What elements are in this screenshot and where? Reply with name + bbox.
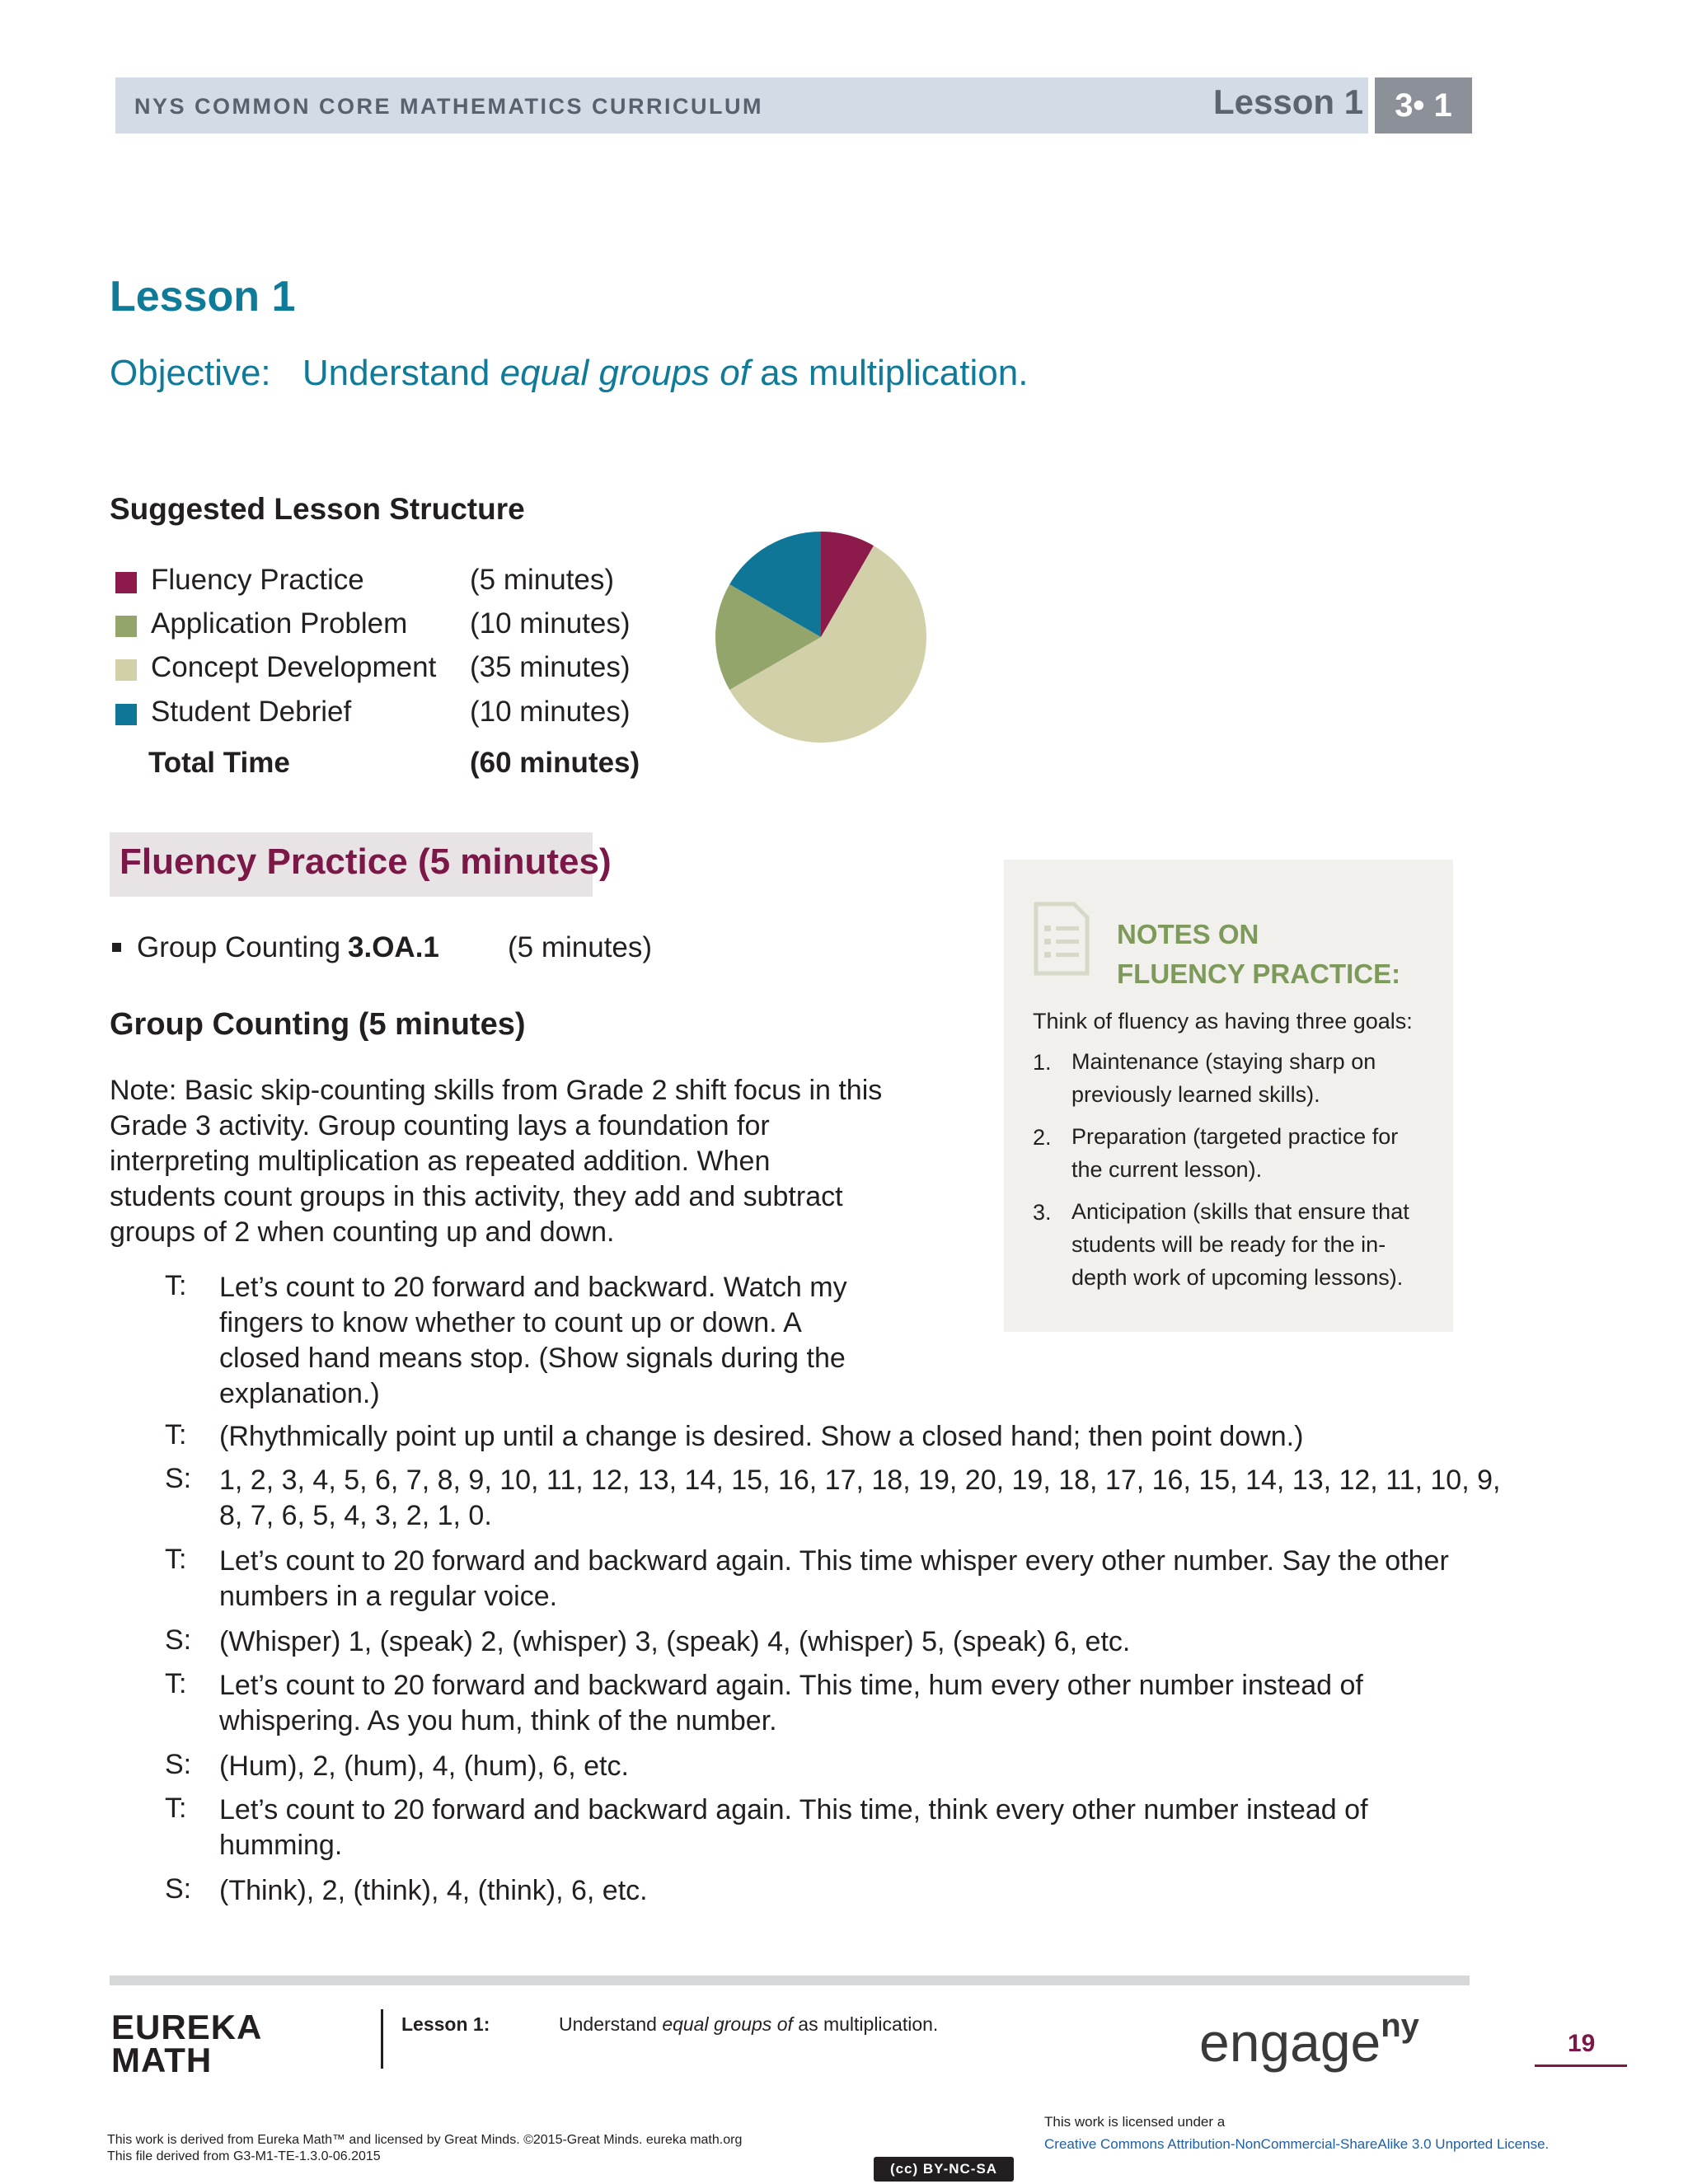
note-number: 1.	[1033, 1050, 1052, 1075]
note-line: Grade 3 activity. Group counting lays a foundation for	[110, 1110, 770, 1141]
dialogue-speaker: T:	[165, 1419, 187, 1451]
bullet-icon	[112, 943, 121, 952]
notes-title-line: FLUENCY PRACTICE:	[1117, 958, 1401, 989]
structure-label: Fluency Practice	[151, 564, 364, 596]
objective-text-after: as multiplication.	[760, 353, 1029, 393]
footer-objective-italic: equal groups of	[662, 2013, 793, 2035]
dialogue-line: (Think), 2, (think), 4, (think), 6, etc.	[219, 1875, 648, 1906]
bullet-label: Group Counting	[137, 931, 341, 963]
dialogue-line: Let’s count to 20 forward and backward again. This time whisper every other number. Say the other	[219, 1545, 1449, 1577]
note-item-line: Maintenance (staying sharp on	[1071, 1049, 1376, 1074]
engageny-logo	[1199, 2008, 1419, 2074]
bullet-time: (5 minutes)	[508, 931, 653, 963]
structure-label: Concept Development	[151, 651, 437, 683]
dialogue-speaker: T:	[165, 1270, 187, 1301]
footer-objective	[559, 2013, 938, 2036]
fluency-heading: Fluency Practice (5 minutes)	[120, 841, 612, 882]
dialogue-line: numbers in a regular voice.	[219, 1581, 558, 1612]
license-link[interactable]: Creative Commons Attribution-NonCommercial-ShareAlike 3.0 Unported License.	[1044, 2136, 1550, 2152]
structure-time: (35 minutes)	[470, 651, 631, 683]
note-number: 2.	[1033, 1125, 1052, 1150]
logo-line: MATH	[111, 2041, 213, 2079]
objective	[110, 353, 1028, 394]
dialogue-line: humming.	[219, 1830, 343, 1861]
document-icon	[1033, 901, 1090, 977]
eureka-math-logo	[111, 2008, 263, 2079]
dialogue-line: 8, 7, 6, 5, 4, 3, 2, 1, 0.	[219, 1500, 492, 1531]
dialogue-line: 1, 2, 3, 4, 5, 6, 7, 8, 9, 10, 11, 12, 13, 14, 15, 16, 17, 18, 19, 20, 19, 18, 17, 16, 15, 14, 13, 12, 11, 10, 9,	[219, 1465, 1501, 1496]
objective-text-before: Understand	[302, 353, 490, 393]
dialogue-line: whispering. As you hum, think of the number.	[219, 1705, 777, 1736]
footer-lesson-label: Lesson 1:	[401, 2013, 490, 2035]
dialogue-speaker: T:	[165, 1668, 187, 1699]
note-item-line: the current lesson).	[1071, 1157, 1263, 1182]
total-time-label: Total Time	[148, 747, 290, 779]
page-number-rule	[1535, 2064, 1627, 2067]
dialogue-text	[219, 1463, 1500, 1534]
note-item-line: previously learned skills).	[1071, 1082, 1320, 1107]
dialogue-line: closed hand means stop. (Show signals during the	[219, 1343, 846, 1374]
dialogue-line: (Rhythmically point up until a change is desired. Show a closed hand; then point down.)	[219, 1421, 1304, 1452]
note-item-line: Preparation (targeted practice for	[1071, 1124, 1399, 1149]
objective-label: Objective:	[110, 353, 271, 393]
dialogue-text	[219, 1873, 648, 1909]
engage-sup: ny	[1381, 2008, 1419, 2044]
structure-label: Application Problem	[151, 607, 408, 640]
structure-label: Student Debrief	[151, 696, 352, 728]
dialogue-line: explanation.)	[219, 1378, 380, 1409]
dialogue-text	[219, 1749, 629, 1784]
group-counting-heading: Group Counting (5 minutes)	[110, 1007, 526, 1042]
note-item-line: depth work of upcoming lessons).	[1071, 1265, 1404, 1290]
structure-heading: Suggested Lesson Structure	[110, 492, 525, 526]
logo-line: EUREKA	[111, 2008, 263, 2046]
structure-time: (5 minutes)	[470, 564, 615, 596]
lesson-title: Lesson 1	[110, 273, 296, 321]
footer-divider	[381, 2009, 383, 2069]
dialogue-speaker: S:	[165, 1873, 192, 1905]
note-line: students count groups in this activity, they add and subtract	[110, 1181, 843, 1212]
dialogue-line: Let’s count to 20 forward and backward. Watch my	[219, 1272, 847, 1303]
legend-swatch	[115, 659, 137, 681]
lesson-structure-pie-chart	[714, 530, 928, 744]
notes-intro: Think of fluency as having three goals:	[1033, 1009, 1413, 1033]
note-item	[1071, 1120, 1442, 1186]
note-line: groups of 2 when counting up and down.	[110, 1216, 615, 1248]
dialogue-speaker: T:	[165, 1544, 187, 1575]
dialogue-line: Let’s count to 20 forward and backward again. This time, think every other number instead of	[219, 1794, 1368, 1825]
note-item-line: Anticipation (skills that ensure that	[1071, 1199, 1409, 1224]
dialogue-text	[219, 1624, 1130, 1660]
engage-text: engage	[1199, 2012, 1381, 2073]
derived-file-text: This file derived from G3-M1-TE-1.3.0-06.2015	[107, 2149, 381, 2163]
dialogue-speaker: T:	[165, 1793, 187, 1824]
group-counting-note	[110, 1073, 917, 1250]
dialogue-line: (Hum), 2, (hum), 4, (hum), 6, etc.	[219, 1750, 629, 1782]
dialogue-speaker: S:	[165, 1463, 192, 1494]
note-line: Note: Basic skip-counting skills from Grade 2 shift focus in this	[110, 1075, 883, 1106]
creative-commons-badge: (cc) BY-NC-SA	[874, 2157, 1014, 2182]
dialogue-line: fingers to know whether to count up or down. A	[219, 1307, 802, 1338]
dialogue-text	[219, 1544, 1449, 1615]
page-number: 19	[1568, 2030, 1596, 2057]
footer-objective-after: as multiplication.	[798, 2013, 939, 2035]
structure-time: (10 minutes)	[470, 696, 631, 728]
notes-title-line: NOTES ON	[1117, 919, 1259, 949]
legend-swatch	[115, 704, 137, 725]
dialogue-speaker: S:	[165, 1624, 192, 1656]
header-lesson-label: Lesson 1	[1213, 82, 1364, 121]
curriculum-title: NYS COMMON CORE MATHEMATICS CURRICULUM	[134, 94, 763, 119]
note-item	[1071, 1045, 1442, 1111]
note-line: interpreting multiplication as repeated addition. When	[110, 1146, 771, 1177]
derived-text: This work is derived from Eureka Math™ and licensed by Great Minds. ©2015-Great Minds. eureka math.org	[107, 2133, 743, 2147]
dialogue-text	[219, 1419, 1303, 1455]
objective-text-italic: equal groups of	[499, 353, 750, 393]
total-time-value: (60 minutes)	[470, 747, 640, 779]
footer-rule	[110, 1975, 1470, 1985]
footer-objective-before: Understand	[559, 2013, 657, 2035]
note-item	[1071, 1195, 1442, 1294]
note-number: 3.	[1033, 1200, 1052, 1225]
dialogue-text	[219, 1793, 1368, 1863]
bullet-standard: 3.OA.1	[348, 931, 439, 963]
license-text: This work is licensed under a	[1044, 2114, 1226, 2130]
dialogue-text	[219, 1668, 1363, 1739]
module-badge: 3• 1	[1375, 77, 1472, 134]
notes-title	[1117, 915, 1400, 994]
legend-swatch	[115, 572, 137, 593]
legend-swatch	[115, 616, 137, 637]
dialogue-text	[219, 1270, 847, 1412]
dialogue-speaker: S:	[165, 1749, 192, 1780]
structure-time: (10 minutes)	[470, 607, 631, 640]
dialogue-line: (Whisper) 1, (speak) 2, (whisper) 3, (speak) 4, (whisper) 5, (speak) 6, etc.	[219, 1626, 1131, 1657]
dialogue-line: Let’s count to 20 forward and backward again. This time, hum every other number instead of	[219, 1670, 1363, 1701]
note-item-line: students will be ready for the in-	[1071, 1232, 1386, 1257]
